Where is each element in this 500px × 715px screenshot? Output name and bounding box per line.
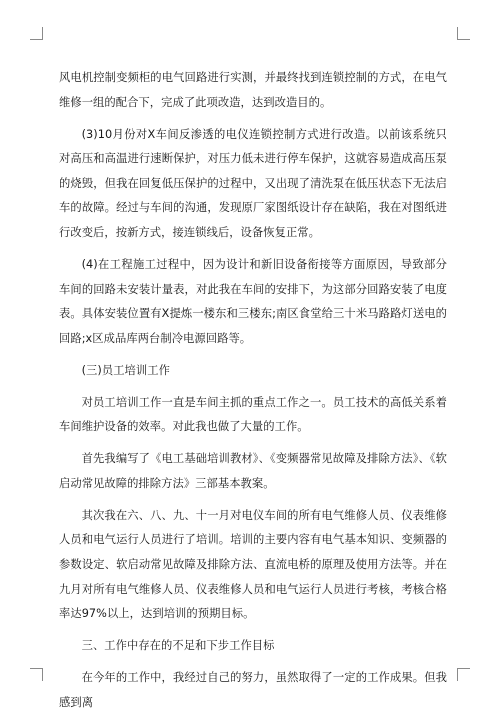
crop-mark-top-right [457, 27, 470, 40]
paragraph-training-sessions: 其次我在六、八、九、十一月对电仪车间的所有电气维修人员、仪表维修人员和电气运行人员进行了培训。培训的主要内容有电气基本知识、变频器的参数设定、软启动常见故障及排除方法、直流电桥的原理及使用方法等。并在九月对所有电气维修人员、仪表维修人员和电气运行人员进行考核，考核合格率达97%以上，达到培训的预期目标。 [59, 508, 447, 621]
paragraph-item-3: (3)10月份对X车间反渗透的电仪连锁控制方式进行改造。以前该系统只对高压和高温进行速断保护，对压力低未进行停车保护，这就容易造成高压泵的烧毁，但我在回复低压保护的过程中，又出现了清洗泵在低压状态下无法启车的故障。经过与车间的沟通，发现原厂家图纸设计存在缺陷，我在对图纸进行改变后，按新方式，接连锁线后，设备恢复正常。 [59, 127, 447, 239]
section-heading-shortcomings: 三、工作中存在的不足和下步工作目标 [81, 639, 275, 653]
paragraph-training-intro: 对员工培训工作一直是车间主抓的重点工作之一。员工技术的高低关系着车间维护设备的效率。对此我也做了大量的工作。 [59, 395, 447, 434]
crop-mark-bottom-right [457, 668, 470, 681]
paragraph-item-4: (4)在工程施工过程中，因为设计和新旧设备衔接等方面原因，导致部分车间的回路未安装计量表，对此我在车间的安排下，为这部分回路安装了电度表。具体安装位置有X提炼一楼东和三楼东;南区食堂给三十米马路路灯送电的回路;x区成品库两台制冷电源回路等。 [59, 257, 447, 345]
document-body [59, 66, 447, 715]
paragraph-conclusion-start: 在今年的工作中，我经过自己的努力，虽然取得了一定的工作成果。但我感到离 [59, 671, 447, 709]
crop-mark-bottom-left [30, 668, 43, 681]
paragraph-continuation: 风电机控制变频柜的电气回路进行实测，并最终找到连锁控制的方式，在电气维修一组的配合下，完成了此项改造，达到改造目的。 [59, 71, 447, 109]
section-heading-staff-training: (三)员工培训工作 [81, 363, 170, 377]
crop-mark-top-left [30, 27, 43, 40]
paragraph-training-materials: 首先我编写了《电工基础培训教材》、《变频器常见故障及排除方法》、《软启动常见故障的排除方法》三部基本教案。 [59, 452, 447, 490]
